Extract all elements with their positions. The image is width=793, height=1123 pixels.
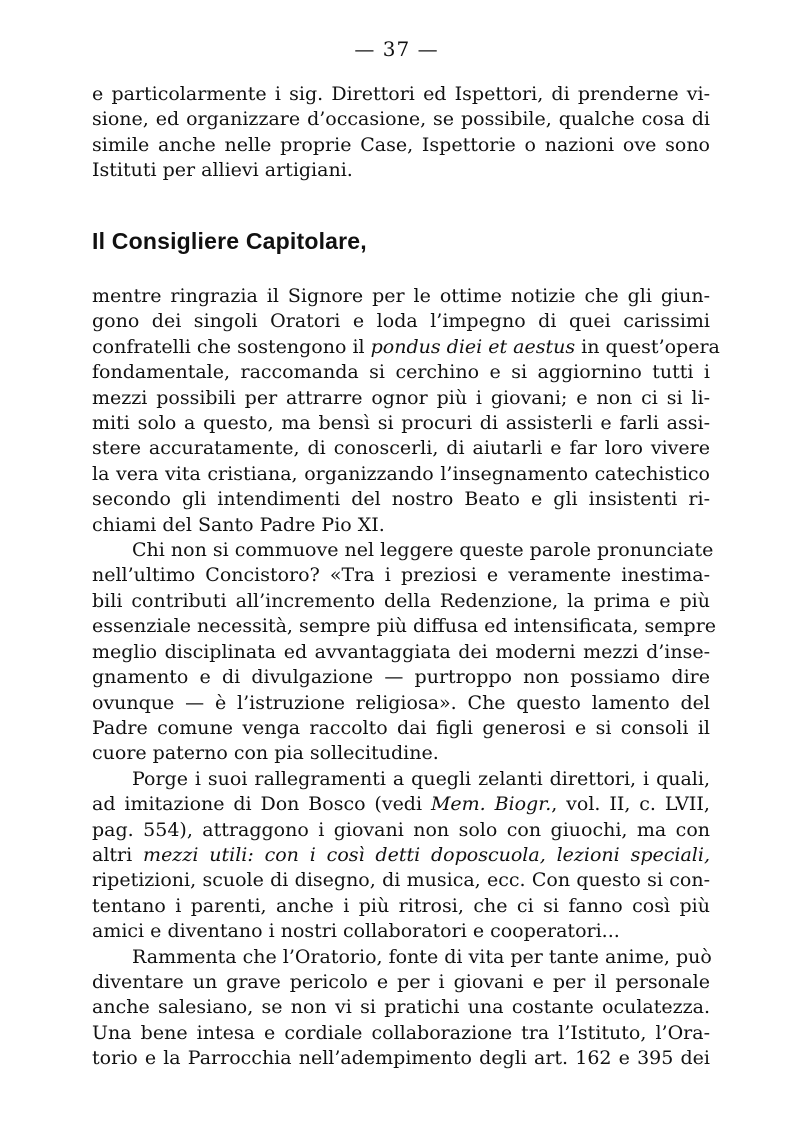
text-line: la vera vita cristiana, organizzando l’insegnamento catechistico (92, 462, 710, 485)
text-line: miti solo a questo, ma bensì si procuri di assisterli e farli assi- (92, 412, 710, 435)
text-line: pag. 554), attraggono i giovani non solo con giuochi, ma con (92, 818, 710, 841)
text-line: tentano i parenti, anche i più ritrosi, che ci si fanno così più (92, 894, 710, 917)
latin-phrase: pondus diei et aestus (370, 335, 576, 358)
text-line: chiami del Santo Padre Pio XI. (92, 513, 385, 536)
text-line: stere accuratamente, di conoscerli, di aiutarli e far loro vivere (92, 437, 710, 460)
text-line: simile anche nelle proprie Case, Ispettorie o nazioni ove sono (92, 133, 710, 156)
text-line (92, 335, 720, 360)
text-line: bili contributi all’incremento della Redenzione, la prima e più (92, 589, 710, 612)
text-line: Chi non si commuove nel leggere queste parole pronunciate (132, 539, 714, 562)
text-segment: confratelli che sostengono il (92, 335, 371, 358)
text-line: mentre ringrazia il Signore per le ottime notizie che gli giun- (92, 285, 710, 307)
text-line: ripetizioni, scuole di disegno, di musica, ecc. Con questo si con- (92, 869, 710, 892)
text-line (92, 843, 710, 868)
text-line: cuore paterno con pia sollecitudine. (92, 742, 439, 765)
text-line: Rammenta che l’Oratorio, fonte di vita per tante anime, può (132, 945, 712, 968)
italic-phrase: mezzi utili: con i così detti doposcuola, lezioni speciali, (143, 843, 710, 866)
text-line: e particolarmente i sig. Direttori ed Ispettori, di prenderne vi- (92, 83, 710, 105)
text-segment: , vol. II, c. LVII, (551, 793, 710, 816)
text-line: mezzi possibili per attrarre ognor più i giovani; e non ci si li- (92, 386, 710, 409)
text-line: Porge i suoi rallegramenti a quegli zelanti direttori, i quali, (132, 767, 710, 790)
text-segment: in quest’opera (575, 335, 720, 358)
text-line: gono dei singoli Oratori e loda l’impegno di quei carissimi (92, 310, 710, 333)
text-line: sione, ed organizzare d’occasione, se possibile, qualche cosa di (92, 108, 710, 131)
text-line: ovunque — è l’istruzione religiosa». Che questo lamento del (92, 691, 710, 714)
text-line: diventare un grave pericolo e per i giovani e per il personale (92, 970, 710, 993)
intro-paragraph (92, 82, 710, 184)
text-line: fondamentale, raccomanda si cerchino e si aggiornino tutti i (92, 361, 710, 384)
text-line: secondo gli intendimenti del nostro Beato e gli insistenti ri- (92, 488, 710, 511)
citation-title: Mem. Biogr. (430, 793, 552, 816)
text-segment: ad imitazione di Don Bosco (vedi (92, 793, 431, 816)
text-line: nell’ultimo Concistoro? «Tra i preziosi e veramente inestima- (92, 564, 710, 587)
text-line: amici e diventano i nostri collaboratori e cooperatori... (92, 920, 620, 943)
text-line: Una bene intesa e cordiale collaborazione tra l’Istituto, l’Ora- (92, 1021, 710, 1044)
text-line: Istituti per allievi artigiani. (92, 159, 353, 182)
text-segment: altri (92, 843, 144, 866)
text-line: gnamento e di divulgazione — purtroppo non possiamo dire (92, 666, 710, 689)
text-line (92, 792, 710, 817)
text-line: torio e la Parrocchia nell’adempimento degli art. 162 e 395 dei (92, 1047, 710, 1070)
page-number: — 37 — (354, 37, 439, 61)
text-line: anche salesiano, se non vi si pratichi una costante oculatezza. (92, 996, 710, 1019)
text-line: Padre comune venga raccolto dai figli generosi e si consoli il (92, 716, 710, 739)
text-line: meglio disciplinata ed avvantaggiata dei moderni mezzi d’inse- (92, 640, 710, 663)
body-text (92, 284, 720, 1072)
section-heading: Il Consigliere Capitolare, (92, 228, 367, 254)
text-line: essenziale necessità, sempre più diffusa ed intensificata, sempre (92, 615, 717, 638)
